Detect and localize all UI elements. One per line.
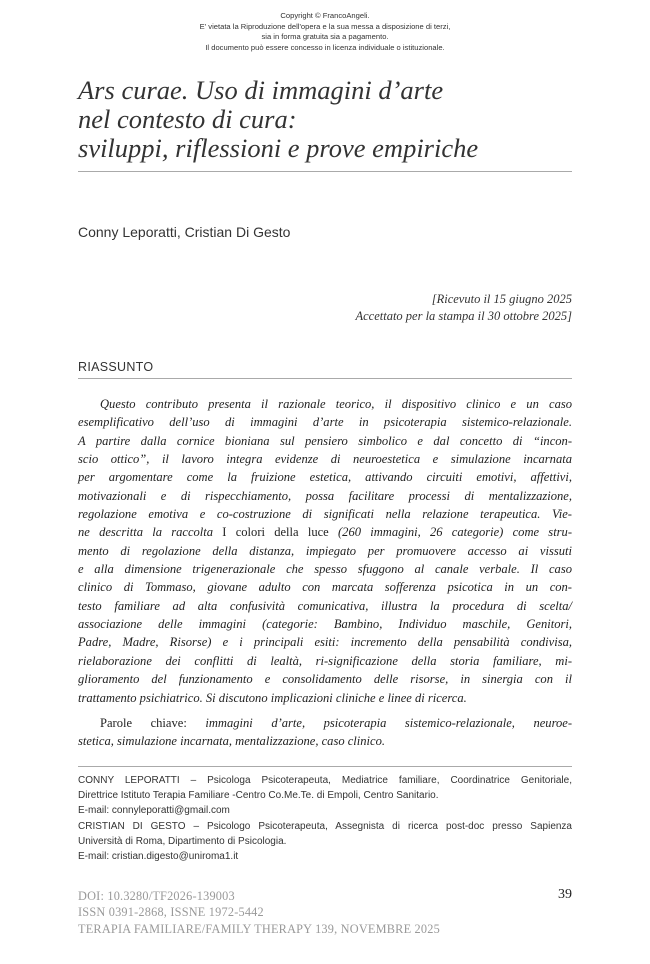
copyright-line: sia in forma gratuita sia a pagamento. [261, 32, 389, 42]
abstract-heading-rule [78, 378, 572, 379]
doi: DOI: 10.3280/TF2026-139003 [78, 889, 235, 903]
page-number: 39 [558, 887, 572, 902]
abstract-line: glioramento del funzionamento e consolidamento delle risorse, in sinergia con il [78, 672, 572, 687]
bio-line: CONNY LEPORATTI – Psicologa Psicoterapeuta, Mediatrice familiare, Coordinatrice Genitoriale, [78, 775, 572, 786]
bio-line: CRISTIAN DI GESTO – Psicologo Psicoterapeuta, Assegnista di ricerca post-doc presso Sapienza [78, 820, 572, 832]
abstract-line: scio ottico”, il lavoro integra evidenze di neuroestetica e simulazione incarnata [78, 452, 572, 467]
author-bios [78, 773, 572, 864]
abstract-line: A partire dalla cornice bioniana sul pensiero simbolico e dal concetto di “incon- [78, 433, 572, 448]
title-line: Ars curae. Uso di immagini d’arte [78, 75, 444, 105]
keywords-label: Parole chiave: [100, 716, 187, 730]
title-line: nel contesto di cura: [78, 104, 297, 134]
copyright-notice [0, 11, 650, 53]
keywords-line [78, 714, 572, 732]
abstract-line: e alla dimensione trigenerazionale che spesso sfuggono al canale verbale. Il caso [78, 562, 572, 577]
copyright-line: Il documento può essere concesso in licenza individuale o istituzionale. [205, 42, 445, 52]
abstract-line: regolazione emotiva e co-costruzione di significati nella relazione terapeutica. Vie- [78, 507, 572, 522]
abstract-line: motivazionali e di rispecchiamento, possa facilitare processi di mentalizzazione, [78, 488, 572, 503]
bios-rule [78, 766, 572, 767]
keywords-list: immagini d’arte, psicoterapia sistemico-relazionale, neuroe- [205, 716, 573, 730]
title-line: sviluppi, riflessioni e prove empiriche [78, 133, 479, 163]
abstract-line: associazione delle immagini (categorie: Bambino, Individuo maschile, Genitori, [78, 617, 572, 632]
authors: Conny Leporatti, Cristian Di Gesto [78, 224, 291, 240]
accepted-date: Accettato per la stampa il 30 ottobre 2025] [355, 309, 572, 323]
keywords [78, 714, 572, 751]
abstract-line: rielaborazione dei conflitti di lealtà, ri-significazione della storia familiare, mi- [78, 653, 572, 668]
submission-dates [355, 291, 572, 325]
bio-email: E-mail: connyleporatti@gmail.com [78, 805, 230, 817]
abstract-line [78, 523, 572, 541]
abstract-text: ne descritta la raccolta [78, 525, 214, 540]
collection-title: I colori della luce [222, 525, 329, 540]
abstract-line: mento di regolazione della distanza, impiegato per promuovere accesso ai vissuti [78, 543, 572, 558]
abstract-line: testo familiare ad alta confusività comunicativa, illustra la procedura di scelta/ [78, 598, 572, 613]
publication-footer [78, 888, 440, 937]
received-date: [Ricevuto il 15 giugno 2025 [431, 292, 572, 306]
issn: ISSN 0391-2868, ISSNE 1972-5442 [78, 905, 264, 920]
copyright-line: E' vietata la Riproduzione dell'opera e la sua messa a disposizione di terzi, [199, 21, 451, 31]
abstract-text: (260 immagini, 26 categorie) come stru- [338, 525, 573, 540]
bio-line: Direttrice Istituto Terapia Familiare -Centro Co.Me.Te. di Empoli, Centro Sanitario. [78, 790, 439, 802]
bio-email: E-mail: cristian.digesto@uniroma1.it [78, 851, 239, 863]
abstract-line: esemplificativo dell’uso di immagini d’arte in psicoterapia sistemico-relazionale. [78, 415, 572, 430]
abstract-line: per argomentare come la fruizione estetica, attivando circuiti emotivi, affettivi, [78, 470, 572, 485]
journal-info: TERAPIA FAMILIARE/FAMILY THERAPY 139, NOVEMBRE 2025 [78, 921, 440, 936]
bio-line: Università di Roma, Dipartimento di Psicologia. [78, 835, 287, 847]
abstract-heading: RIASSUNTO [78, 360, 154, 374]
abstract-line: Padre, Madre, Risorse) e i principali esiti: incremento della pensabilità condivisa, [78, 635, 572, 650]
abstract-line: Questo contributo presenta il razionale teorico, il dispositivo clinico e un caso [100, 397, 572, 411]
abstract-line: clinico di Tommaso, giovane adulto con marcata sofferenza psicotica in un con- [78, 580, 572, 595]
keywords-line [78, 732, 572, 750]
abstract-body [78, 395, 572, 707]
title-rule [78, 171, 572, 172]
abstract-line: trattamento psichiatrico. Si discutono implicazioni cliniche e linee di ricerca. [78, 690, 467, 705]
keywords-list: stetica, simulazione incarnata, mentalizzazione, caso clinico. [78, 734, 386, 749]
copyright-line: Copyright © FrancoAngeli. [280, 11, 370, 20]
article-title [78, 76, 578, 163]
